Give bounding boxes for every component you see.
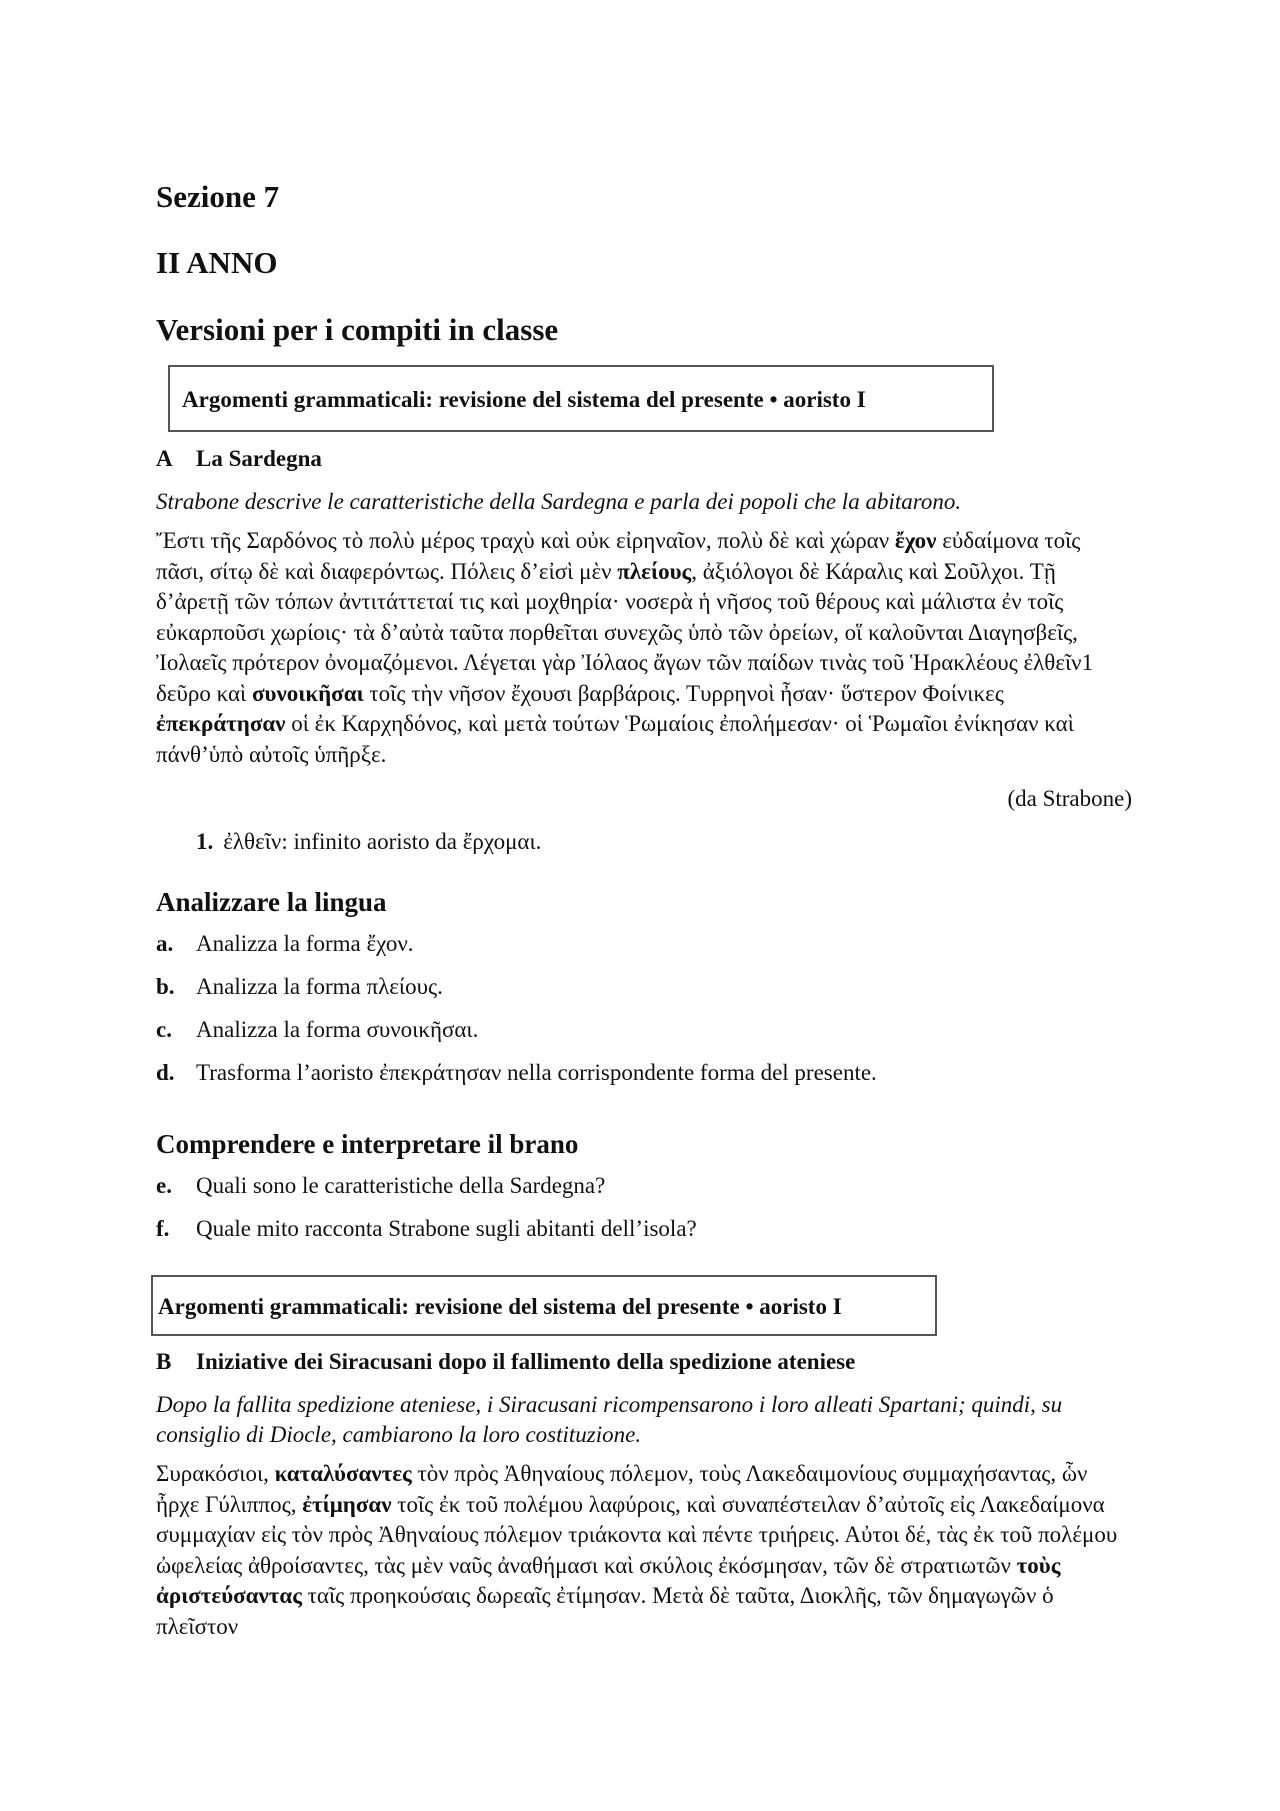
highlighted-word: πλείους <box>617 558 692 584</box>
passage-a-intro: Strabone descrive le caratteristiche della Sardegna e parla dei popoli che la abitarono. <box>156 489 962 514</box>
question-item <box>156 1058 877 1101</box>
footnote <box>196 829 541 855</box>
text-segment: τοῖς τὴν νῆσον ἔχουσι βαρβάροις. Τυρρηνοὶ ἦσαν· ὕστερον Φοίνικες <box>363 680 1004 706</box>
highlighted-word: ἔχον <box>894 528 937 553</box>
text-segment: οἱ ἐκ Καρχηδόνος, καὶ μετὰ τούτων Ῥωμαίοις ἐπολήμεσαν· οἱ Ῥωμαῖοι ἐνίκησαν καὶ πάνθ’ὑπὸ αὐτοῖς ὑπῆρξε. <box>156 711 1074 767</box>
section-heading: Sezione 7 <box>156 179 280 214</box>
text-segment: , ἀξιόλογοι δὲ Κάραλις καὶ Σοῦλχοι. Τῇ δ’ἀρετῇ τῶν τόπων ἀντιτάττεταί τις καὶ μοχθηρία· νοσερὰ ἡ νῆσος τοῦ θέρους καὶ μάλιστα ἐν τοῖς εὐκαρποῦσι χωρίοις· τὰ δ’αὐτὰ ταῦτα πορθεῖται συνεχῶς ὑπὸ τῶν ὀρείων, οἵ καλοῦνται Διαγησβεῖς, Ἰολαεῖς πρότερον ὀνομαζόμενοι. Λέγεται γὰρ Ἰόλαος ἄγων τῶν παίδων τινὰς τοῦ Ἡρακλέους ἐλθεῖν1 δεῦρο καὶ <box>156 558 1094 706</box>
text-segment: εὐδαίμονα τοῖς πᾶσι, σίτῳ δὲ καὶ διαφερόντως. Πόλεις δ’εἰσὶ μὲν <box>156 528 1081 584</box>
text-segment: Συρακόσιοι, <box>156 1461 275 1486</box>
page-title: Versioni per i compiti in classe <box>156 312 559 347</box>
grammar-topics-box-a: Argomenti grammaticali: revisione del sistema del presente • aoristo I <box>168 365 994 432</box>
passage-b-intro: Dopo la fallita spedizione ateniese, i Siracusani ricompensarono i loro alleati Spartani; quindi, su consiglio di Diocle, cambiarono la loro costituzione. <box>156 1392 1063 1447</box>
question-item <box>156 1214 697 1257</box>
question-label: f. <box>156 1216 170 1241</box>
highlighted-word: καταλύσαντες <box>274 1461 412 1486</box>
highlighted-word: τοὺς ἀριστεύσαντας <box>156 1552 1061 1608</box>
question-text: Analizza la forma ἔχον. <box>196 931 414 956</box>
text-segment: ταῖς προηκούσαις δωρεαῖς ἐτίμησαν. Μετὰ δὲ ταῦτα, Διοκλῆς, τῶν δημαγωγῶν ὁ πλεῖστον <box>156 1583 1054 1639</box>
comprehension-heading: Comprendere e interpretare il brano <box>156 1129 579 1159</box>
question-label: b. <box>156 974 175 999</box>
footnote-text: ἐλθεῖν: infinito aoristo da ἔρχομαι. <box>223 829 542 854</box>
passage-b-greek-text <box>156 1459 1132 1642</box>
footnote-number: 1. <box>196 829 214 854</box>
question-label: a. <box>156 931 174 956</box>
highlighted-word: συνοικῆσαι <box>252 680 364 706</box>
passage-a-title-text: La Sardegna <box>196 446 322 471</box>
grammar-topics-box-b: Argomenti grammaticali: revisione del sistema del presente • aoristo I <box>151 1275 937 1336</box>
question-label: d. <box>156 1060 175 1085</box>
year-heading: II ANNO <box>156 245 278 280</box>
text-segment: τοῖς ἐκ τοῦ πολέμου λαφύροις, καὶ συναπέστειλαν δ’αὐτοῖς εἰς Λακεδαίμονα συμμαχίαν εἰς τὸν πρὸς Ἀθηναίους πόλεμον τριάκοντα καὶ πέντε τριήρεις. Αὐτοι δέ, τὰς ἐκ τοῦ πολέμου ὠφελείας ἀθροίσαντες, τὰς μὲν ναῦς ἀναθήμασι καὶ σκύλοις ἐκόσμησαν, τῶν δὲ στρατιωτῶν <box>156 1491 1118 1578</box>
text-segment: τὸν πρὸς Ἀθηναίους πόλεμον, τοὺς Λακεδαιμονίους συμμαχήσαντας, ὧν ἦρχε Γύλιππος, <box>156 1461 1088 1517</box>
passage-a-source: (da Strabone) <box>1007 786 1132 811</box>
passage-b-letter: B <box>156 1349 172 1374</box>
question-item <box>156 972 877 1015</box>
analysis-heading: Analizzare la lingua <box>156 887 387 917</box>
question-label: e. <box>156 1173 172 1198</box>
analysis-questions <box>156 929 877 1101</box>
question-label: c. <box>156 1017 172 1042</box>
question-text: Trasforma l’aoristo ἐπεκράτησαν nella corrispondente forma del presente. <box>196 1060 877 1085</box>
highlighted-word: ἐπεκράτησαν <box>156 711 286 736</box>
question-text: Analizza la forma πλείους. <box>196 974 443 999</box>
highlighted-word: ἐτίμησαν <box>302 1491 392 1517</box>
comprehension-questions <box>156 1171 697 1257</box>
question-item <box>156 929 877 972</box>
passage-a-letter: A <box>156 446 173 471</box>
passage-a-title <box>156 446 322 472</box>
question-item <box>156 1015 877 1058</box>
question-text: Analizza la forma συνοικῆσαι. <box>196 1017 479 1042</box>
question-item <box>156 1171 697 1214</box>
text-segment: Ἔστι τῆς Σαρδόνος τὸ πολὺ μέρος τραχὺ καὶ οὐκ εἰρηναῖον, πολὺ δὲ καὶ χώραν <box>156 528 895 553</box>
question-text: Quali sono le caratteristiche della Sardegna? <box>196 1173 606 1198</box>
question-text: Quale mito racconta Strabone sugli abitanti dell’isola? <box>196 1216 697 1241</box>
passage-b-title-text: Iniziative dei Siracusani dopo il fallimento della spedizione ateniese <box>196 1349 856 1374</box>
passage-b-title <box>156 1349 855 1375</box>
passage-a-greek-text <box>156 526 1132 770</box>
